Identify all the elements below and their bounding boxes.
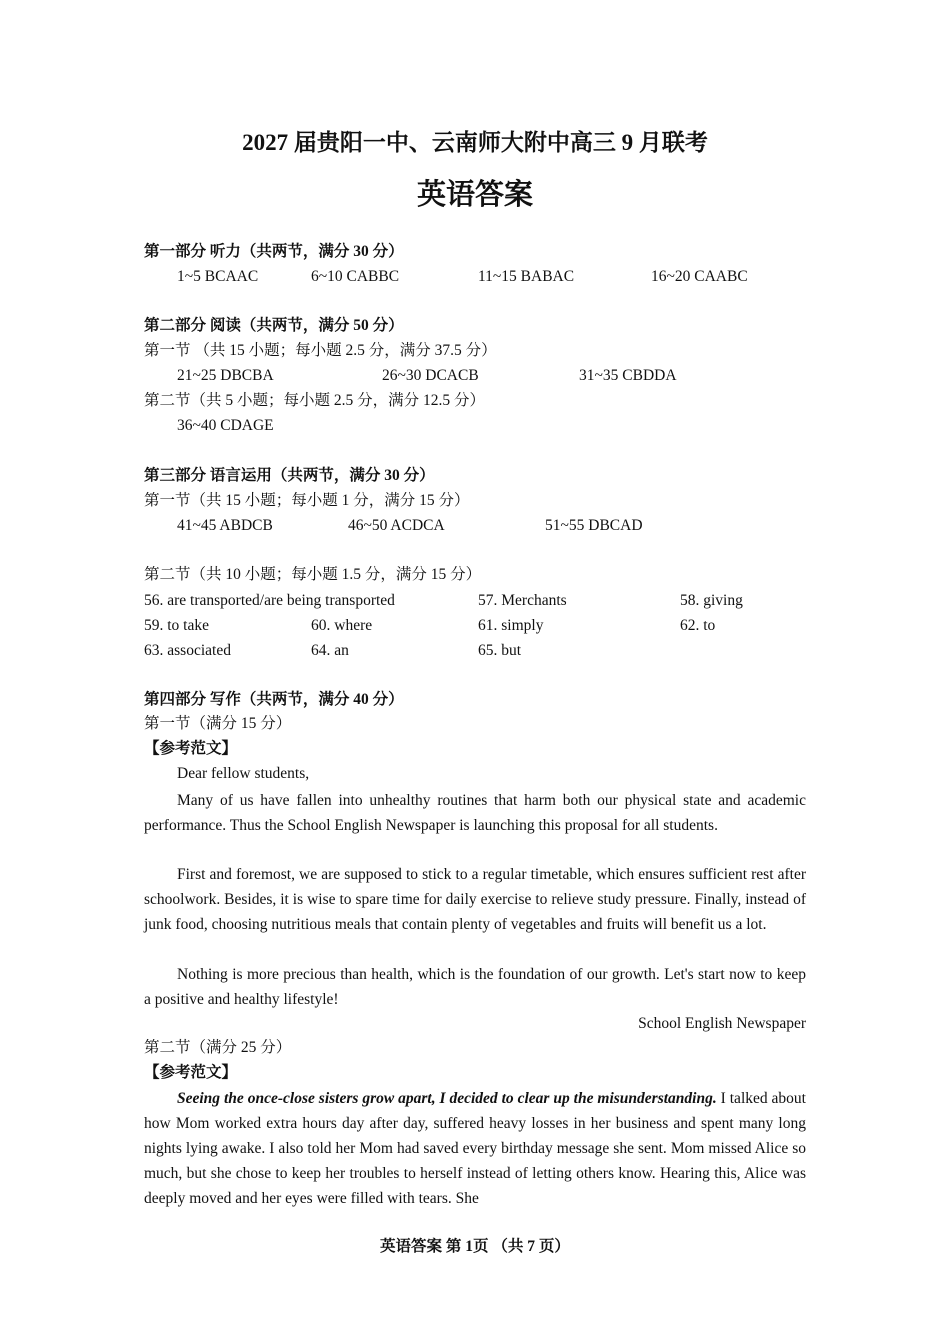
answer-item: 57. Merchants xyxy=(478,592,567,609)
story-opening-sentence: Seeing the once-close sisters grow apart, I decided to clear up the misunderstanding. xyxy=(177,1090,717,1107)
document-title: 英语答案 xyxy=(416,179,533,211)
answer-group: 16~20 CAABC xyxy=(651,268,748,285)
answer-group: 51~55 DBCAD xyxy=(545,517,643,534)
answer-item: 59. to take xyxy=(144,617,209,634)
part4-heading: 第四部分 写作（共两节，满分 40 分） xyxy=(144,691,404,708)
part3-heading: 第三部分 语言运用（共两节，满分 30 分） xyxy=(144,467,435,484)
answer-item: 62. to xyxy=(680,617,716,634)
answer-group: 31~35 CBDDA xyxy=(579,367,677,384)
letter-signature: School English Newspaper xyxy=(638,1015,806,1032)
part3-section2-label: 第二节（共 10 小题；每小题 1.5 分，满分 15 分） xyxy=(144,566,482,583)
answer-item: 61. simply xyxy=(478,617,544,634)
letter-paragraph: Nothing is more precious than health, which is the foundation of our growth. Let's start now to keep a positive and healthy lifestyle! xyxy=(144,966,806,1008)
letter-paragraph: First and foremost, we are supposed to stick to a regular timetable, which ensures sufficient rest after schoolwork. Besides, it is wise to spare time for daily exercise to relieve study pressure. Finally, instead of junk food, choosing nutritious meals that contain plenty of vegetables and fruits will benefit us a lot. xyxy=(144,866,806,933)
part2-section2-label: 第二节（共 5 小题；每小题 2.5 分，满分 12.5 分） xyxy=(144,392,486,409)
part3-section1-label: 第一节（共 15 小题；每小题 1 分，满分 15 分） xyxy=(144,492,470,509)
answer-group: 11~15 BABAC xyxy=(478,268,575,285)
letter-greeting: Dear fellow students, xyxy=(177,765,310,782)
answer-group: 41~45 ABDCB xyxy=(177,517,273,534)
answer-group: 21~25 DBCBA xyxy=(177,367,274,384)
story-continuation: I talked about how Mom worked extra hours day after day, suffered heavy losses in her business and spent many long nights lying awake. I also told her Mom had saved every birthday message she sent. Mom missed Alice so much, but she chose to keep her troubles to herself instead of letting others know. Hearing this, Alice was deeply moved and her eyes were filled with tears. She xyxy=(144,1090,806,1207)
part3-section2-answer-row xyxy=(144,614,806,638)
answer-item: 64. an xyxy=(311,642,349,659)
part4-section1-label: 第一节（满分 15 分） xyxy=(144,715,292,732)
part1-heading: 第一部分 听力（共两节，满分 30 分） xyxy=(144,243,404,260)
part4-section2-label: 第二节（满分 25 分） xyxy=(144,1039,292,1056)
part2-heading: 第二部分 阅读（共两节，满分 50 分） xyxy=(144,317,404,334)
part2-section2-answer-row xyxy=(144,414,806,438)
letter-paragraph: Many of us have fallen into unhealthy routines that harm both our physical state and academic performance. Thus the School English Newspaper is launching this proposal for all students. xyxy=(144,792,806,834)
part3-section1-answer-row xyxy=(144,514,806,538)
answer-group: 1~5 BCAAC xyxy=(177,268,259,285)
answer-group: 6~10 CABBC xyxy=(311,268,400,285)
answer-group: 46~50 ACDCA xyxy=(348,517,445,534)
answer-group: 36~40 CDAGE xyxy=(177,417,274,434)
answer-group: 26~30 DCACB xyxy=(382,367,479,384)
answer-item: 56. are transported/are being transported xyxy=(144,592,395,609)
story-paragraph xyxy=(144,1086,806,1211)
part2-section1-answer-row xyxy=(144,364,806,388)
exam-title: 2027 届贵阳一中、云南师大附中高三 9 月联考 xyxy=(242,130,708,155)
answer-item: 65. but xyxy=(478,642,522,659)
page-footer: 英语答案 第 1页 （共 7 页） xyxy=(380,1238,570,1255)
sample-essay-label: 【参考范文】 xyxy=(144,740,238,757)
answer-item: 63. associated xyxy=(144,642,231,659)
part1-answer-row xyxy=(144,265,806,289)
answer-item: 60. where xyxy=(311,617,373,634)
part3-section2-answer-row xyxy=(144,589,806,613)
answer-item: 58. giving xyxy=(680,592,743,609)
part2-section1-label: 第一节 （共 15 小题；每小题 2.5 分，满分 37.5 分） xyxy=(144,342,497,359)
part3-section2-answer-row xyxy=(144,639,806,663)
sample-essay-label: 【参考范文】 xyxy=(144,1064,238,1081)
